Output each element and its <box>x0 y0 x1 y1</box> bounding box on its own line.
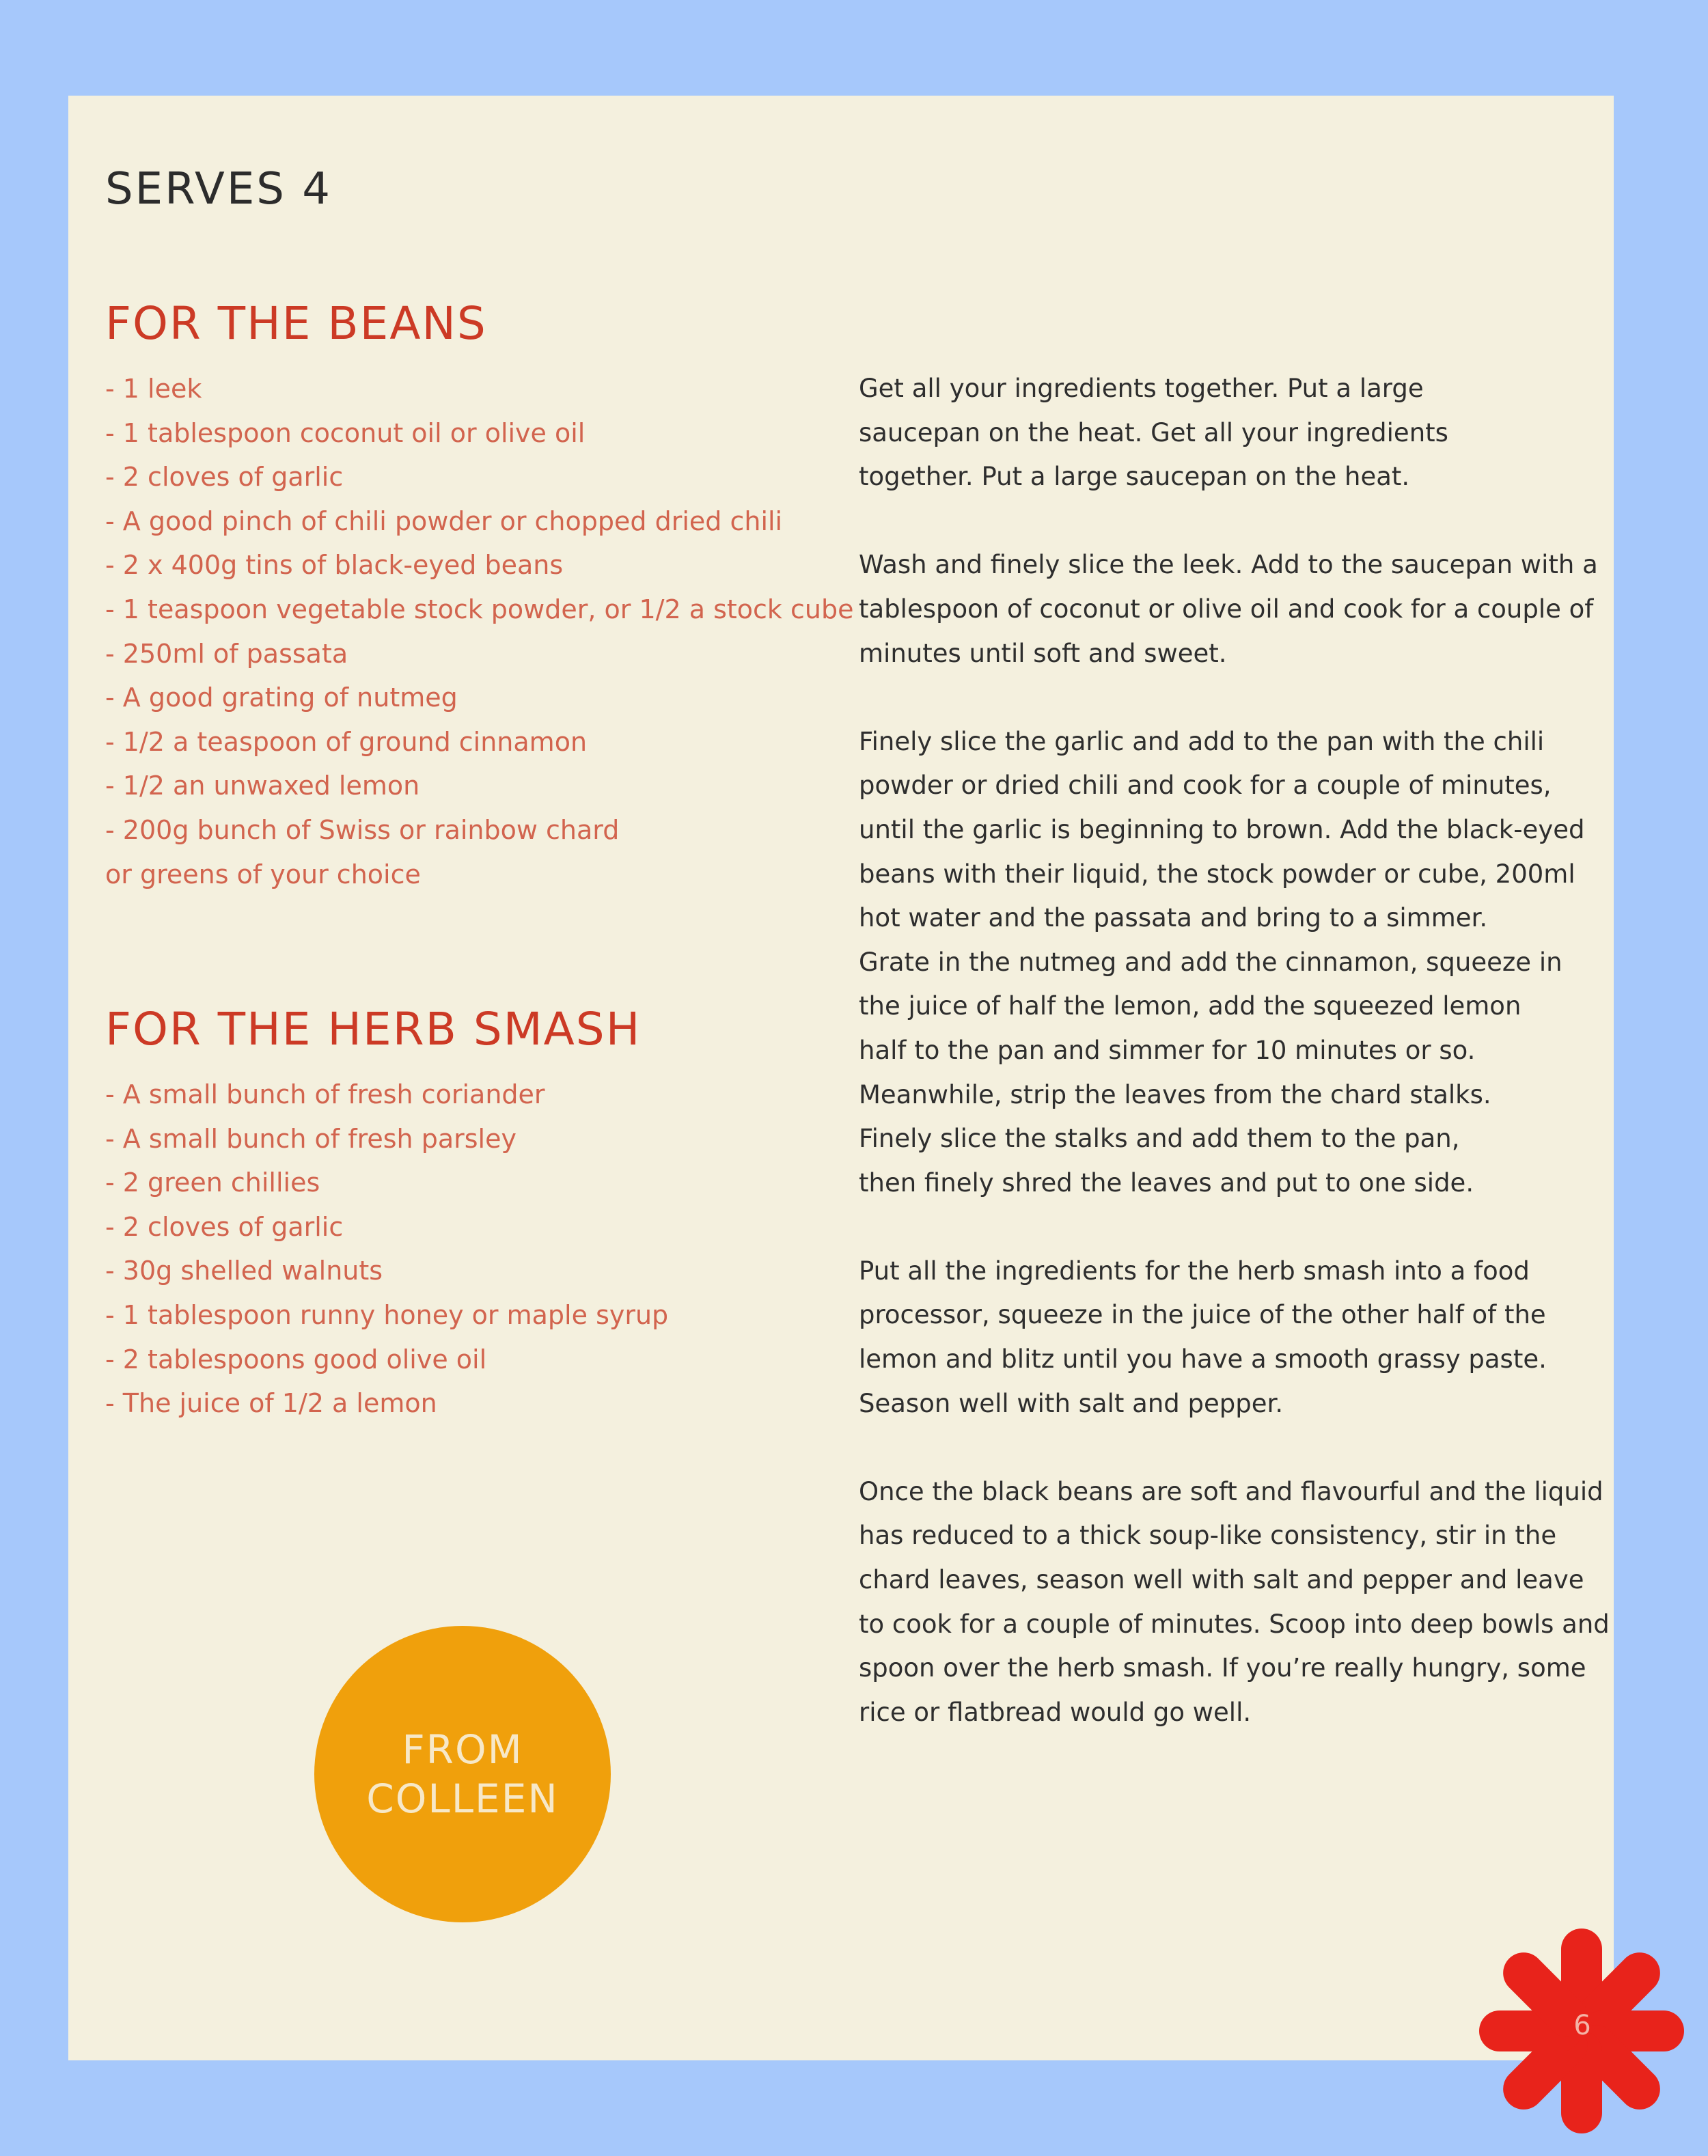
method-paragraph <box>859 720 1597 1206</box>
method-line: Meanwhile, strip the leaves from the chard stalks. <box>859 1079 1491 1109</box>
ingredient-item: - 2 cloves of garlic <box>105 1211 344 1242</box>
ingredient-item: - 1/2 a teaspoon of ground cinnamon <box>105 726 588 757</box>
beans-section-heading: FOR THE BEANS <box>105 297 487 350</box>
ingredient-item: - 2 tablespoons good olive oil <box>105 1344 487 1374</box>
method-line: Wash and finely slice the leek. Add to the saucepan with a <box>859 550 1598 580</box>
method-line: half to the pan and simmer for 10 minutes or so. <box>859 1035 1476 1065</box>
ingredient-item: - A small bunch of fresh parsley <box>105 1123 516 1154</box>
ingredient-item: - 250ml of passata <box>105 638 348 669</box>
method-text <box>859 367 1610 1779</box>
ingredient-item: - 30g shelled walnuts <box>105 1256 383 1286</box>
page-number: 6 <box>1573 2010 1591 2041</box>
recipe-page <box>68 96 1614 2060</box>
method-line: beans with their liquid, the stock powder or cube, 200ml <box>859 859 1575 889</box>
method-line: has reduced to a thick soup-like consistency, stir in the <box>859 1521 1557 1551</box>
method-line: together. Put a large saucepan on the heat. <box>859 462 1410 492</box>
method-line: the juice of half the lemon, add the squeezed lemon <box>859 991 1521 1021</box>
method-paragraph <box>859 543 1597 676</box>
ingredient-item: - 1 teaspoon vegetable stock powder, or 1/2 a stock cube <box>105 594 854 624</box>
method-line: lemon and blitz until you have a smooth grassy paste. <box>859 1344 1547 1374</box>
method-line: processor, squeeze in the juice of the other half of the <box>859 1300 1546 1330</box>
method-line: chard leaves, season well with salt and pepper and leave <box>859 1565 1584 1595</box>
ingredient-item: - 2 cloves of garlic <box>105 462 344 493</box>
serves-heading: SERVES 4 <box>105 164 332 215</box>
method-line: Once the black beans are soft and flavourful and the liquid <box>859 1476 1603 1506</box>
ingredient-item: - 200g bunch of Swiss or rainbow chard <box>105 814 620 845</box>
method-line: rice or flatbread would go well. <box>859 1697 1252 1727</box>
method-line: saucepan on the heat. Get all your ingredients <box>859 417 1448 447</box>
herb-smash-ingredient-list <box>105 1073 829 1426</box>
ingredient-item: - A good grating of nutmeg <box>105 682 458 713</box>
from-colleen-badge <box>314 1626 611 1922</box>
method-line: powder or dried chili and cook for a couple of minutes, <box>859 771 1552 801</box>
method-line: minutes until soft and sweet. <box>859 638 1227 668</box>
herb-smash-section-heading: FOR THE HERB SMASH <box>105 1003 642 1055</box>
badge-line-from: FROM <box>402 1726 523 1773</box>
method-line: Put all the ingredients for the herb smash into a food <box>859 1256 1530 1286</box>
method-line: Finely slice the garlic and add to the pan with the chili <box>859 726 1545 756</box>
method-line: Get all your ingredients together. Put a large <box>859 374 1424 403</box>
method-line: Finely slice the stalks and add them to the pan, <box>859 1124 1460 1154</box>
method-paragraph <box>859 1470 1610 1735</box>
method-line: tablespoon of coconut or olive oil and cook for a couple of <box>859 594 1594 624</box>
ingredient-item: - 1 tablespoon runny honey or maple syrup <box>105 1299 669 1330</box>
beans-ingredient-list <box>105 367 854 896</box>
method-line: Season well with salt and pepper. <box>859 1388 1284 1418</box>
ingredient-item: - 1 tablespoon coconut oil or olive oil <box>105 417 586 448</box>
method-line: hot water and the passata and bring to a simmer. <box>859 903 1488 933</box>
method-paragraph <box>859 1249 1597 1426</box>
method-line: Grate in the nutmeg and add the cinnamon, squeeze in <box>859 947 1562 977</box>
method-paragraph <box>859 367 1597 499</box>
ingredient-item: - A small bunch of fresh coriander <box>105 1079 545 1109</box>
method-line: until the garlic is beginning to brown. Add the black-eyed <box>859 814 1585 844</box>
badge-line-colleen: COLLEEN <box>366 1775 559 1822</box>
ingredient-item: - 1/2 an unwaxed lemon <box>105 771 420 801</box>
ingredient-item: - The juice of 1/2 a lemon <box>105 1388 437 1419</box>
ingredient-item: or greens of your choice <box>105 859 421 889</box>
method-line: then finely shred the leaves and put to one side. <box>859 1167 1474 1198</box>
method-line: spoon over the herb smash. If you’re really hungry, some <box>859 1653 1586 1683</box>
method-line: to cook for a couple of minutes. Scoop into deep bowls and <box>859 1609 1610 1639</box>
ingredient-item: - 1 leek <box>105 374 202 404</box>
ingredient-item: - A good pinch of chili powder or chopped dried chili <box>105 506 783 536</box>
ingredient-item: - 2 green chillies <box>105 1167 320 1198</box>
ingredient-item: - 2 x 400g tins of black-eyed beans <box>105 550 564 581</box>
